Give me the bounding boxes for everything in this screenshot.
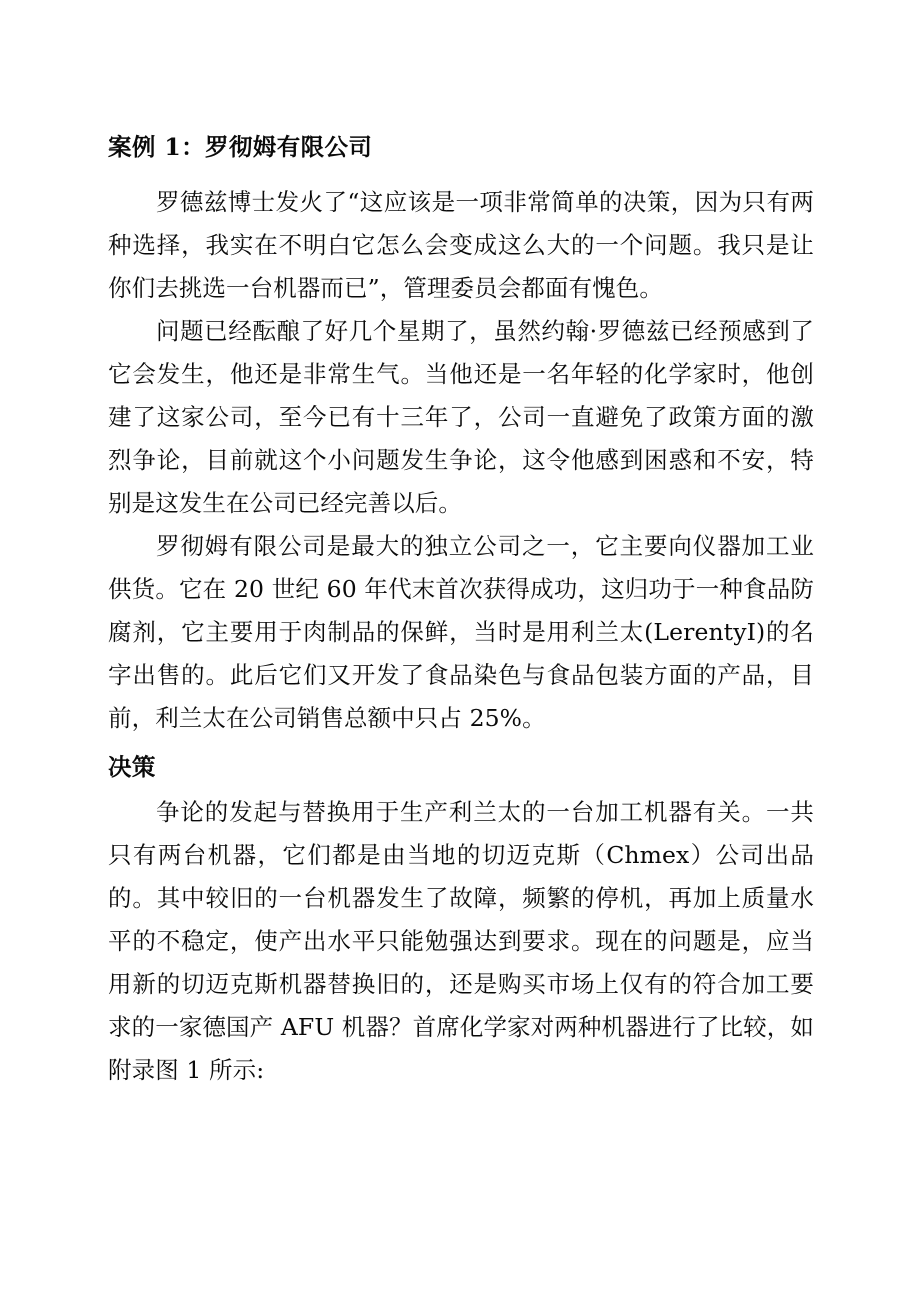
paragraph-1: 罗德兹博士发火了“这应该是一项非常简单的决策，因为只有两种选择，我实在不明白它怎么会变成这么大的一个问题。我只是让你们去挑选一台机器而已”，管理委员会都面有愧色。 — [108, 188, 814, 302]
paragraph-3: 罗彻姆有限公司是最大的独立公司之一，它主要向仪器加工业供货。它在 20 世纪 60 年代末首次获得成功，这归功于一种食品防腐剂，它主要用于肉制品的保鲜，当时是用利兰太(LerentyI)的名字出售的。此后它们又开发了食品染色与食品包装方面的产品，目前，利兰太在公司销售总额中只占 25%。 — [108, 532, 814, 732]
page-title: 案例 1：罗彻姆有限公司 — [108, 133, 373, 161]
document-body — [108, 126, 814, 1092]
section-paragraph-1: 争论的发起与替换用于生产利兰太的一台加工机器有关。一共只有两台机器，它们都是由当地的切迈克斯（Chmex）公司出品的。其中较旧的一台机器发生了故障，频繁的停机，再加上质量水平的不稳定，使产出水平只能勉强达到要求。现在的问题是，应当用新的切迈克斯机器替换旧的，还是购买市场上仅有的符合加工要求的一家德国产 AFU 机器？首席化学家对两种机器进行了比较，如附录图 1 所示: — [108, 798, 814, 1084]
paragraph-2: 问题已经酝酿了好几个星期了，虽然约翰·罗德兹已经预感到了它会发生，他还是非常生气。当他还是一名年轻的化学家时，他创建了这家公司，至今已有十三年了，公司一直避免了政策方面的激烈争论，目前就这个小问题发生争论，这令他感到困惑和不安，特别是这发生在公司已经完善以后。 — [108, 317, 814, 517]
section-heading-decision: 决策 — [108, 753, 156, 781]
